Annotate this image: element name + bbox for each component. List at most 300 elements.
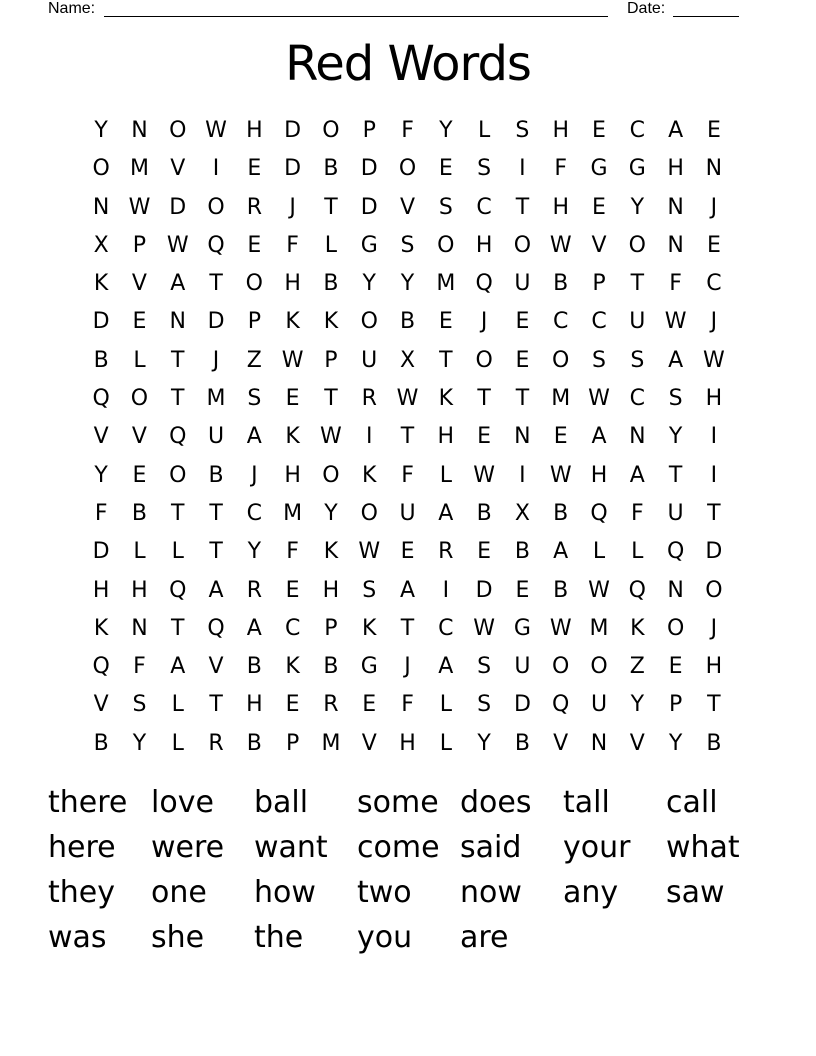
grid-letter: E <box>477 539 492 565</box>
grid-letter: W <box>473 615 495 641</box>
word-bank-item: you <box>357 920 413 955</box>
header-row <box>48 0 740 20</box>
grid-letter: O <box>360 500 378 526</box>
grid-letter: D <box>169 194 187 220</box>
grid-letter: H <box>590 462 608 488</box>
grid-letter: H <box>475 232 493 258</box>
grid-letter: L <box>133 539 146 565</box>
grid-letter: K <box>285 309 300 335</box>
date-label: Date: <box>627 0 666 17</box>
grid-letter: Q <box>590 500 608 526</box>
grid-letter: S <box>668 386 683 412</box>
grid-letter: Q <box>92 654 110 680</box>
grid-letter: V <box>131 424 147 450</box>
grid-letter: O <box>360 309 378 335</box>
grid-letter: A <box>668 347 684 373</box>
page-title: Red Words <box>285 36 531 92</box>
grid-letter: S <box>132 692 147 718</box>
grid-letter: H <box>552 118 569 143</box>
grid-letter: A <box>438 500 454 526</box>
grid-letter: J <box>212 347 220 373</box>
grid-letter: M <box>129 156 149 182</box>
grid-letter: C <box>553 309 569 335</box>
grid-letter: J <box>710 615 718 641</box>
grid-letter: Y <box>94 118 108 143</box>
grid-letter: S <box>438 194 453 220</box>
grid-letter: W <box>588 386 610 412</box>
grid-letter: Z <box>246 347 262 373</box>
grid-letter: K <box>285 654 300 680</box>
grid-letter: Q <box>628 577 646 603</box>
grid-letter: M <box>551 386 571 412</box>
grid-letter: H <box>322 577 340 603</box>
grid-letter: U <box>361 347 378 373</box>
word-bank-item: was <box>48 920 107 955</box>
grid-letter: O <box>552 347 570 373</box>
grid-letter: E <box>247 156 262 182</box>
word-bank-item: how <box>254 875 316 910</box>
word-bank-item: there <box>48 785 128 820</box>
grid-letter: U <box>399 500 416 526</box>
grid-letter: D <box>705 539 723 565</box>
grid-letter: A <box>629 462 645 488</box>
grid-letter: W <box>358 539 381 565</box>
grid-letter: F <box>286 232 299 258</box>
grid-letter: D <box>284 156 302 182</box>
grid-letter: T <box>209 500 223 526</box>
grid-letter: C <box>629 118 645 143</box>
grid-letter: W <box>549 615 572 641</box>
grid-letter: K <box>93 615 109 641</box>
grid-letter: W <box>703 347 725 373</box>
grid-letter: B <box>131 500 147 526</box>
grid-letter: B <box>93 347 109 373</box>
grid-letter: F <box>286 539 299 565</box>
grid-letter: H <box>437 424 455 450</box>
grid-letter: F <box>94 500 108 526</box>
word-bank-item: one <box>151 875 207 910</box>
grid-letter: B <box>553 577 569 603</box>
grid-letter: B <box>514 539 530 565</box>
grid-letter: J <box>404 654 411 680</box>
grid-letter: E <box>477 424 492 450</box>
grid-letter: E <box>285 577 300 603</box>
grid-letter: P <box>668 692 683 718</box>
name-label: Name: <box>48 0 96 17</box>
grid-letter: G <box>590 156 608 182</box>
grid-letter: J <box>289 194 296 220</box>
grid-letter: O <box>398 156 417 182</box>
grid-letter: W <box>320 424 342 450</box>
grid-letter: Y <box>132 730 147 756</box>
grid-letter: J <box>710 309 718 335</box>
grid-letter: Y <box>630 692 645 718</box>
grid-letter: M <box>589 615 609 641</box>
name-blank-line[interactable] <box>104 0 608 17</box>
grid-letter: L <box>171 692 184 718</box>
grid-letter: O <box>705 577 723 603</box>
grid-letter: B <box>553 500 569 526</box>
grid-letter: C <box>246 500 263 526</box>
grid-letter: R <box>208 730 224 756</box>
grid-letter: Q <box>207 232 225 258</box>
grid-letter: H <box>284 271 301 297</box>
grid-letter: D <box>360 194 378 220</box>
grid-letter: P <box>362 118 376 143</box>
grid-letter: B <box>323 271 339 297</box>
grid-letter: P <box>247 309 261 335</box>
grid-letter: S <box>362 577 377 603</box>
grid-letter: H <box>705 386 723 412</box>
grid-letter: T <box>171 347 185 373</box>
grid-letter: M <box>283 500 303 526</box>
grid-letter: F <box>401 692 414 718</box>
word-bank-item: what <box>666 830 740 865</box>
grid-letter: A <box>170 654 186 680</box>
grid-letter: W <box>549 462 572 488</box>
grid-letter: C <box>629 386 645 412</box>
grid-letter: T <box>171 615 185 641</box>
grid-letter: A <box>591 424 607 450</box>
grid-letter: R <box>323 692 339 718</box>
grid-letter: T <box>171 500 185 526</box>
grid-letter: I <box>365 424 373 450</box>
grid-letter: Q <box>552 692 570 718</box>
grid-letter: G <box>628 156 646 182</box>
grid-letter: S <box>400 232 415 258</box>
grid-letter: D <box>284 118 302 143</box>
grid-letter: H <box>92 577 110 603</box>
grid-letter: V <box>399 194 416 220</box>
grid-letter: G <box>360 654 378 680</box>
grid-letter: Y <box>630 194 645 220</box>
grid-letter: K <box>362 615 377 641</box>
grid-letter: P <box>592 271 606 297</box>
word-bank-item: two <box>357 875 412 910</box>
grid-letter: K <box>93 271 109 297</box>
grid-letter: A <box>668 118 684 143</box>
grid-letter: O <box>437 232 455 258</box>
grid-letter: Q <box>475 271 493 297</box>
grid-letter: H <box>131 577 148 603</box>
grid-letter: B <box>323 156 339 182</box>
grid-letter: I <box>442 577 450 603</box>
grid-letter: O <box>169 462 187 488</box>
grid-letter: W <box>396 386 419 412</box>
word-bank-item: now <box>460 875 522 910</box>
grid-letter: G <box>513 615 531 641</box>
grid-letter: H <box>246 118 263 143</box>
grid-letter: K <box>323 539 339 565</box>
grid-letter: Q <box>92 386 110 412</box>
grid-letter: O <box>590 654 608 680</box>
grid-letter: F <box>669 271 682 297</box>
word-bank-item: your <box>563 830 631 865</box>
grid-letter: E <box>132 462 147 488</box>
word-bank-item: does <box>460 785 532 820</box>
grid-letter: M <box>321 730 341 756</box>
grid-letter: L <box>439 692 452 718</box>
grid-letter: S <box>247 386 262 412</box>
grid-letter: N <box>92 194 110 220</box>
grid-letter: E <box>515 309 530 335</box>
grid-letter: S <box>630 347 645 373</box>
grid-letter: N <box>514 424 531 450</box>
grid-letter: E <box>285 386 300 412</box>
word-bank-item: want <box>254 830 328 865</box>
grid-letter: H <box>246 692 263 718</box>
grid-letter: K <box>323 309 339 335</box>
grid-letter: P <box>285 730 300 756</box>
grid-letter: L <box>324 232 338 258</box>
grid-letter: N <box>667 232 684 258</box>
grid-letter: V <box>208 654 224 680</box>
grid-letter: B <box>246 654 262 680</box>
grid-letter: V <box>170 156 186 182</box>
grid-letter: A <box>399 577 416 603</box>
grid-letter: R <box>438 539 454 565</box>
grid-letter: U <box>629 309 646 335</box>
grid-letter: L <box>133 347 146 373</box>
grid-letter: D <box>207 309 225 335</box>
grid-letter: B <box>208 462 224 488</box>
grid-letter: H <box>705 654 723 680</box>
grid-letter: E <box>553 424 568 450</box>
word-bank-item: love <box>151 785 214 820</box>
grid-letter: M <box>436 271 456 297</box>
grid-letter: E <box>285 692 300 718</box>
grid-letter: E <box>515 347 530 373</box>
grid-letter: Y <box>400 271 415 297</box>
grid-letter: J <box>710 194 718 220</box>
grid-letter: W <box>588 577 610 603</box>
grid-letter: O <box>130 386 149 412</box>
grid-letter: W <box>128 194 151 220</box>
grid-letter: E <box>668 654 683 680</box>
grid-letter: D <box>92 539 110 565</box>
grid-letter: O <box>628 232 646 258</box>
grid-letter: O <box>666 615 685 641</box>
grid-letter: X <box>93 232 109 258</box>
word-bank-item: ball <box>254 785 309 820</box>
grid-letter: R <box>361 386 377 412</box>
word-bank-item: call <box>666 785 718 820</box>
grid-letter: O <box>513 232 532 258</box>
grid-letter: V <box>361 730 377 756</box>
grid-letter: Q <box>169 424 187 450</box>
grid-letter: E <box>592 118 606 143</box>
grid-letter: T <box>324 194 338 220</box>
grid-letter: N <box>169 309 186 335</box>
grid-letter: L <box>171 539 184 565</box>
grid-letter: E <box>515 577 530 603</box>
grid-letter: W <box>549 232 572 258</box>
word-bank-item: any <box>563 875 619 910</box>
grid-letter: U <box>514 271 531 297</box>
grid-letter: O <box>475 347 493 373</box>
grid-letter: T <box>707 500 721 526</box>
grid-letter: I <box>710 424 718 450</box>
grid-letter: Y <box>668 730 683 756</box>
grid-letter: T <box>630 271 645 297</box>
grid-letter: E <box>438 309 453 335</box>
grid-letter: F <box>554 156 568 182</box>
grid-letter: Y <box>324 500 338 526</box>
grid-letter: K <box>630 615 645 641</box>
word-bank-item: they <box>48 875 115 910</box>
grid-letter: T <box>515 386 530 412</box>
grid-letter: T <box>209 692 223 718</box>
grid-letter: N <box>131 615 148 641</box>
word-bank-item: the <box>254 920 304 955</box>
grid-letter: T <box>171 386 185 412</box>
grid-letter: U <box>207 424 225 450</box>
grid-letter: Z <box>629 654 645 680</box>
grid-letter: L <box>171 730 184 756</box>
grid-letter: H <box>284 462 301 488</box>
grid-letter: E <box>438 156 453 182</box>
grid-letter: V <box>93 424 109 450</box>
grid-letter: W <box>473 462 495 488</box>
grid-letter: T <box>515 194 530 220</box>
grid-letter: L <box>439 730 452 756</box>
grid-letter: I <box>710 462 718 488</box>
grid-letter: R <box>246 194 262 220</box>
grid-letter: Y <box>439 118 453 143</box>
grid-letter: B <box>323 654 339 680</box>
grid-letter: T <box>400 615 415 641</box>
grid-letter: D <box>360 156 378 182</box>
grid-letter: F <box>401 462 414 488</box>
grid-letter: B <box>706 730 722 756</box>
grid-letter: E <box>362 692 377 718</box>
grid-letter: C <box>476 194 492 220</box>
word-bank-item: were <box>151 830 225 865</box>
grid-letter: V <box>591 232 607 258</box>
grid-letter: A <box>246 424 262 450</box>
grid-letter: E <box>706 232 721 258</box>
grid-letter: M <box>206 386 226 412</box>
grid-letter: C <box>591 309 607 335</box>
grid-letter: Y <box>247 539 262 565</box>
grid-letter: P <box>324 615 338 641</box>
grid-letter: T <box>209 271 223 297</box>
grid-letter: E <box>592 194 606 220</box>
grid-letter: L <box>592 539 606 565</box>
grid-letter: V <box>131 271 147 297</box>
grid-letter: P <box>324 347 338 373</box>
word-bank-item: come <box>357 830 440 865</box>
grid-letter: E <box>400 539 415 565</box>
grid-letter: Q <box>207 615 225 641</box>
grid-letter: H <box>399 730 416 756</box>
grid-letter: L <box>631 539 644 565</box>
grid-letter: J <box>480 309 488 335</box>
grid-letter: N <box>705 156 723 182</box>
grid-letter: J <box>251 462 258 488</box>
grid-letter: S <box>515 118 530 143</box>
grid-letter: A <box>553 539 569 565</box>
grid-letter: X <box>514 500 530 526</box>
grid-letter: O <box>322 118 340 143</box>
word-bank-item: saw <box>666 875 725 910</box>
grid-letter: S <box>592 347 606 373</box>
grid-letter: E <box>706 118 721 143</box>
grid-letter: T <box>477 386 491 412</box>
grid-letter: Y <box>362 271 376 297</box>
grid-letter: F <box>401 118 414 143</box>
grid-letter: Y <box>477 730 491 756</box>
grid-letter: N <box>131 118 148 143</box>
grid-letter: W <box>166 232 189 258</box>
grid-letter: F <box>630 500 644 526</box>
grid-letter: N <box>667 194 684 220</box>
grid-letter: R <box>246 577 262 603</box>
grid-letter: A <box>246 615 262 641</box>
grid-letter: H <box>552 194 569 220</box>
grid-letter: O <box>207 194 225 220</box>
grid-letter: V <box>93 692 109 718</box>
grid-letter: A <box>438 654 454 680</box>
grid-letter: B <box>553 271 569 297</box>
grid-letter: C <box>438 615 454 641</box>
grid-letter: N <box>590 730 608 756</box>
grid-letter: T <box>400 424 415 450</box>
grid-letter: O <box>322 462 340 488</box>
grid-letter: Q <box>666 539 685 565</box>
grid-letter: B <box>514 730 530 756</box>
grid-letter: N <box>629 424 646 450</box>
grid-letter: E <box>247 232 262 258</box>
grid-letter: I <box>519 462 526 488</box>
grid-letter: D <box>92 309 110 335</box>
grid-letter: B <box>93 730 109 756</box>
word-bank-item: some <box>357 785 439 820</box>
grid-letter: N <box>667 577 684 603</box>
grid-letter: P <box>132 232 147 258</box>
word-bank-item: here <box>48 830 116 865</box>
grid-letter: A <box>208 577 224 603</box>
grid-letter: T <box>707 692 721 718</box>
grid-letter: S <box>477 692 492 718</box>
grid-letter: O <box>552 654 570 680</box>
grid-letter: T <box>439 347 453 373</box>
grid-letter: K <box>438 386 454 412</box>
grid-letter: U <box>590 692 608 718</box>
grid-letter: G <box>360 232 378 258</box>
word-search-grid <box>82 112 733 763</box>
grid-letter: U <box>667 500 684 526</box>
grid-letter: S <box>477 156 492 182</box>
grid-letter: D <box>475 577 493 603</box>
grid-letter: L <box>439 462 452 488</box>
grid-letter: W <box>205 118 227 143</box>
grid-letter: E <box>132 309 147 335</box>
word-bank-item: are <box>460 920 509 955</box>
grid-letter: C <box>706 271 722 297</box>
grid-letter: Q <box>169 577 187 603</box>
grid-letter: T <box>668 462 683 488</box>
grid-letter: I <box>212 156 220 182</box>
grid-letter: W <box>281 347 304 373</box>
word-bank-item: she <box>151 920 205 955</box>
grid-letter: B <box>246 730 262 756</box>
date-blank-line[interactable] <box>673 0 739 17</box>
grid-letter: H <box>667 156 684 182</box>
grid-letter: A <box>170 271 186 297</box>
word-bank-item: tall <box>563 785 610 820</box>
grid-letter: U <box>514 654 531 680</box>
